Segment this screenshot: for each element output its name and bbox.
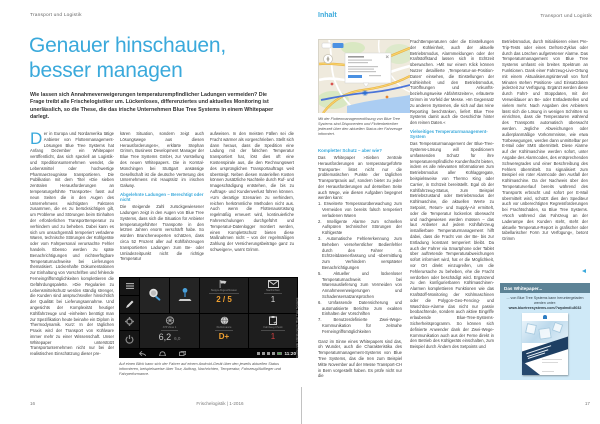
check-label: Fahrzeug Check	[263, 325, 283, 329]
dropcap: D	[30, 131, 43, 148]
dashboard-sidebar	[120, 278, 139, 348]
right-col1-heading: Kompletter Schutz – aber wie?	[318, 148, 382, 153]
zone-current-temp: 6,2	[158, 331, 172, 342]
messages-tile	[249, 278, 297, 313]
pushpin-tile	[170, 278, 199, 313]
performance-tile	[200, 314, 248, 349]
zone-setpoint-temp: 6,0	[174, 335, 181, 341]
left-col2-heading: Abgelehnte Ladungen – Berechtigt oder nicht	[120, 191, 204, 203]
left-column-3: aufweisen. In den meisten Fällen sei die Fracht wärmer als vorgeschrieben. Stellt sich dann heraus, dass die Spedition eine Ladung mit der falschen Temperatur transportiert hat, löst dies oft eine Kostenspirale aus, die den Rechnungswert des ursprünglichen Transportauftrags weit übersteigt. Neben diesen materiellen Kosten können zusätzliche Nachteile durch Ruf- und Imageschädigung entstehen, die bis zu Auftrags- und Kundenverlust führen können. »Um derartige Szenarien zu verhindern, reichen herkömmliche Methoden nicht aus. Auch wenn die Flottenausrüstung regelmäßig erneuert wird, kontinuierliche Fahrerschulungen durchgeführt und Temperatur-Datenlogger montiert werden, einen Komplettschutz bieten diese Maßnahmen nicht – von der regelmäßigen Zahlung der Versicherungsbeiträge ganz zu schweigen«, warnt Grimm.	[210, 131, 294, 252]
left-page-number: 16	[30, 401, 36, 406]
android-nav-bar	[119, 349, 298, 358]
right-col1-intro: Das Whitepaper »Sieben zentrale Herausforderungen an temperaturgeführte Transporte« listet nicht nur die problematischen Punkte der täglichen Transportpraxis auf, sondern bietet zu jeder der Herausforderungen auf derselben Seite auch Wege, wie diesen Aufgaben begegnet werden kann:	[318, 154, 402, 201]
status-icons	[257, 351, 297, 356]
stops-tile	[200, 278, 248, 313]
right-col2-text-1: Frachttemperaturen oder die Einstellungen der Kühleinheit, auch der aktuelle Betriebsmodus, Alarmmeldungen oder der Kraftstoffstand lassen sich in Echtzeit überwachen. »Mit nur einem Klick können Nutzer detaillierte ‚Temperatur-an-Position-Daten' einsehen, die Einstellungen der Kühleinheit und den Betriebsmodus, Türöffnungen und Ankunfts- beziehungsweise Abfahrtszeiten«, erläuterte Grimm im Vorfeld der Messe. »Im Gegensatz zu anderen Systemen, die sich auf das reine Reporting beschränken, liefert Blue Tree Systems damit auch die Geschichte hinter den reinen Daten.«	[410, 39, 494, 126]
right-column-2	[410, 39, 494, 397]
whitepaper-box-text: ... von Blue Tree Systems kann heruntergeladen werden unter:	[506, 296, 584, 305]
reefer-unit-icon	[165, 316, 175, 325]
list-item: 5. Aktueller und lückenloser Temperaturnachweis bei Warenauslieferung zum Vermeiden von Annahmeverweigerungen und Schadensersatzansprüchen	[318, 270, 402, 300]
android-dashboard-image	[119, 277, 298, 358]
whitepaper-cover-image	[522, 313, 568, 375]
globe-icon	[220, 316, 229, 325]
article-intro: Wie lassen sich Annahmeverweigerungen temperaturempfindlicher Ladungen vermeiden? Die Frage treibt alle Frischelogistiker um. Lückenloses, differenziertes und aktuelles Monitoring ist unerlässlich, so die These, die das irische Unternehmen Blue Tree Systems in einem Whitepaper darlegt.	[30, 92, 274, 120]
sd-icon	[262, 352, 265, 356]
right-column-1	[318, 148, 402, 397]
left-column-2	[120, 131, 204, 277]
stops-label: Stopps Abgeschlossen	[210, 289, 238, 292]
battery-icon	[277, 352, 282, 356]
signal-icon	[272, 352, 275, 356]
usb-icon	[257, 352, 260, 356]
fleet-map-image	[318, 39, 410, 113]
right-column-3: Betriebsmodus, durch Initialisieren eines Pre-Trip-Tests oder eines Defrost-Zyklus oder durch das Löschen aufgetretener Alarme. Das Temperaturmanagement von Blue Tree Systems umfasst ein breites Spektrum an Funktionen. Dank einer Fahrzeug-Live-Ortung mit einem Aktualisierungsintervall von fünf Minuten stehen Positions- und Einsatzdaten jederzeit zur Verfügung. Ergänzt werden diese durch Fahrt- und Stoppdaten, mit der Verweildauer an Be- oder Entladestellen und vielem mehr. Nach Angaben des Anbieters lässt sich die Lösung in wenigen Schritten so einrichten, dass die Temperaturen während des Transports automatisch überwacht werden. Jegliche Abweichungen oder außerplanmäßige Vorkommnisse, wie etwa Türbewegungen, werden dann unmittelbar per E-Mail oder SMS übermittelt. Diese Alarme auf der Kühlmaschine werden sofort, unter Angabe des Alarmcodes, des entsprechenden Schweregrades und einer Beschreibung des Fehlers übermittelt. So signalisiert zum Beispiel ein roter Alarmcode den Ausfall der Kühlmaschine. Da der Nachweis über den Temperaturverlauf bereits während des Transports erbracht und sofort per E-Mail übermittelt wird, schützt dies den Spediteur auch vor unberechtigten Regressforderungen bei Frachtschäden, so Blue Tree Systems. »Noch während das Fahrzeug an der Laderampe des Kunden steht, steht der aktuelle Temperatur-Report in grafischer oder tabellarischer Form zur Verfügung«, betont Grimm	[502, 39, 588, 242]
list-item: 1. Erweiterte Temperaturüberwachung zum Vermeiden von bereits falsch temperiert verladenen Waren	[318, 201, 402, 218]
dashboard-grid	[140, 278, 297, 348]
list-item: 7. Benutzerdefinierte Zwei-Wege-Kommunikation für zeitnahe Ferneingriffsmöglichkeiten	[318, 317, 402, 334]
zone-label: ATP Zone 1	[162, 325, 177, 329]
magazine-footer: Frischelogistik | 1-2016	[196, 401, 244, 406]
left-col1-text: er in Europa und Nordamerika tätige Anbieter von Flottenmanagement-Lösungen Blue Tree Systems hat Anfang Dezember ein Whitepaper veröffentlicht, das sich speziell an Logistik- und Speditionsunternehmen wendet, die Lebensmittel oder hochwertige Pharmaerzeugnisse transportieren. Die Publikation mit dem Titel »Die sieben zentralen Herausforderungen an temperaturgeführte Transporte« fasst auf neun Seiten die in den Augen des Unternehmens wichtigsten Faktoren zusammen, die es zu berücksichtigen gilt, um Probleme und Störungen beim Einhalten der erforderlichen Transporttemperatur zu verhindern und zu beheben. Dabei kann es sich um unsachgemäß temperiert verladene Waren, technische Störungen der Kühlgeräte oder vom Fahrpersonal verursachte Fehler handeln. Ebenso werden zu späte Benachrichtigungen und nichtverfügbare Temperaturnachweise bei Lieferungen thematisiert. Lückenhafte Dokumentationen zur Einhaltung von Vorschriften und fehlende Ferneingriffsmöglichkeiten komplettieren die Gefährdungspalette. »Die Regularien zu Lebensmittelschutz werden ständig strenger, die Kunden sind anspruchsvoller hinsichtlich der Qualität bei Lieferungsannahme. Und angesichts der Komplexität heutiger Kühlfahrzeuge und -einheiten benötigt man zur Spezifikation heute beinahe ein Diplom in Thermodynamik. Kurz: In der täglichen Praxis wird der Transport von Kühlware immer mehr zu einer Wissenschaft. Unser Whitepaper unterstützt Transportunternehmen nicht nur bei der realistischen Einschätzung dieser pre-	[30, 131, 114, 357]
map-caption: Mit der Flottenmanagementlösung von Blue Tree Systems sind Disponenten und Flottenbetreiber jederzeit über den aktuellen Status der Fahrzeuge informiert.	[318, 117, 403, 136]
dashboard-caption: Auf einen Blick kann sich der Fahrer auf einem Android-Gerät über den jeweils aktuellen Status informieren, beispielsweise über Tour, Auftrag, Nachrichten, Temperatur, Fahrzeug/Auflieger und Fahrperformance.	[119, 362, 281, 376]
whitepaper-box-title: Das Whitepaper...	[500, 283, 590, 293]
right-page-number: 17	[584, 401, 590, 406]
left-col2-text-2: Die steigende Zahl zurückgewiesener Ladungen zeigt in den Augen von Blue Tree Systems, dass sich die Situation für Anbieter temperaturgeführter Transporte in den letzten Jahren enorm verschärft habe. So würden Branchenexperten schätzen, dass circa 52 Prozent aller auf Kühlfahrzeugen transportierten Ladungen zum Be- oder Umladezeitpunkt nicht die richtige Temperatur	[120, 204, 204, 262]
article-title	[29, 33, 226, 83]
performance-label: Performance	[216, 325, 232, 329]
article-title-line2: besser managen	[29, 59, 183, 82]
inhalt-link[interactable]: Inhalt	[318, 12, 337, 19]
right-col2-heading: Vielseitiges Temperaturmanagement-System	[410, 128, 488, 140]
list-item: 6. Umfassende Datensicherung und automatisierte Berichte zum exakten Einhalten der Vorschriften	[318, 299, 402, 317]
menu-icon	[120, 278, 139, 295]
recents-icon	[179, 351, 186, 356]
list-item: 2. Intelligente Alarme zum schnellen Aufspüren technischer Störungen der Kühlgeräte	[318, 218, 402, 236]
image-credit: Quelle (alle Abbildungen): Blue Tree Systems	[295, 297, 299, 358]
whitepaper-box	[500, 283, 590, 380]
right-page-header: Transport und Logistik	[540, 14, 592, 19]
back-icon	[139, 351, 146, 356]
vehicle-check-tile	[249, 314, 297, 349]
search-tile	[140, 278, 169, 313]
status-clock: 11:20	[284, 351, 296, 356]
left-col2-text-1: kären Situation, sondern zeigt auch Lösungswege aus diesen Herausforderungen«, erklärte Stephan Grimm, Business Development Manager der Blue Tree Systems GmbH, zur Vorstellung des neuen Whitepapers. Die in Korntal-Münchingen bei Stuttgart ansässige Gesellschaft ist die deutsche Vertretung des Unternehmens mit Hauptsitz im irischen Galway.	[120, 131, 204, 189]
list-item: 3. Automatische Fehlererkennung zum Beheben versehentlicher Bedienfehler durch den Fahrer 4. Echtzeitdatenerfassung und -übermittlung zum Verhindern verspäteter Benachrichtigungen	[318, 236, 402, 271]
nav-buttons	[139, 351, 186, 356]
search-icon	[147, 287, 163, 303]
messages-label: Nachrichten	[266, 289, 280, 292]
cover-corner-triangle	[522, 361, 540, 375]
performance-value: D+	[218, 331, 230, 341]
wifi-icon	[267, 352, 270, 356]
bluetree-logo	[543, 315, 547, 319]
check-value: 1	[270, 331, 276, 341]
pushpin-icon	[177, 287, 193, 303]
clipboard-check-icon	[269, 316, 277, 325]
right-col2-text-2: Das Temperaturmanagement der Blue-Tree-Systems-Lösung will Speditionern umfassenden Schutz für ihre temperaturempfindliche Kundenfracht bieten, indem es alle relevanten Informationen zum Betriebsmodus aller Kühlaggregate, beispielsweise von Thermo King oder Carrier, in Echtzeit bereitstellt. Egal ob der Kühlfahrzeug-Status, zum Beispiel Betriebszustand oder Betriebsmodus der Kühlmaschine, die aktuellen Werte zu Setpoint, Return- und Supply-Air ermittelt, oder die Temperatur lückenlos überwacht und nachgewiesen werden müssen – das laut Anbieter auf jedem Kühlfahrzeug installierbare Temperaturmanagement hilft dabei, dass die Fracht von der Be- bis zur Entladung konstant temperiert bleibt. Da auch der Fahrer via Smartphone oder Tablet über auftretende Temperaturabweichungen sofort informiert wird, hat er die Möglichkeit, vor Ort direkt einzugreifen, um die Fehlerursache zu beheben, ehe die Fracht verdorben oder beschädigt wird. Ergänzend zu den konfigurierbaren Kühlmaschinen-Alarmen komplettieren Funktionen wie das Kraftstoff-Monitoring der Kühlmaschinen oder die Polygon-Geo-Fencing- und Waschbox-Alarme das nicht nur passiv beobachtende, sondern auch aktive Eingriffe erlaubende Blue-Tree-Systems-Sicherheitsprogramm. So können sich definierte Anwender dank der Zwei-Wege-Kommunikation auch aus der Ferne direkt in den Betrieb des Kühlgeräts einschalten, zum Beispiel durch Ändern des Setpoints und	[410, 141, 494, 350]
left-page-header: Transport und Logistik	[30, 13, 82, 18]
map-popup	[345, 53, 391, 87]
left-column-1	[30, 131, 114, 397]
stops-value: 2 / 5	[216, 295, 232, 304]
temperature-zone-tile	[140, 314, 199, 349]
dashboard-main	[119, 277, 298, 349]
right-col1-outro: Ganz im Sinne eines Whitepapers sind das, oh Wunder, auch die Charakteristika des Temperaturmanagement-Systems von Blue Tree Systems, das die Iren zum Beispiel Mitte November auf der Messe Transport-CH in Bern vorgestellt haben. Es prüfe nicht nur die	[318, 338, 402, 379]
pencil-icon	[120, 296, 139, 313]
whitepaper-download-link[interactable]: www.bluetreesystems.com/?wpdmdl=8032	[508, 305, 582, 310]
article-title-line1: Genauer hinschauen,	[29, 34, 227, 57]
power-icon	[120, 331, 139, 348]
home-icon	[159, 351, 166, 356]
page-gutter-divider	[301, 387, 302, 424]
zone-values	[159, 332, 181, 342]
flag-icon	[219, 280, 229, 288]
gear-icon	[120, 314, 139, 331]
envelope-icon	[268, 280, 279, 288]
messages-value: 1	[270, 295, 276, 304]
